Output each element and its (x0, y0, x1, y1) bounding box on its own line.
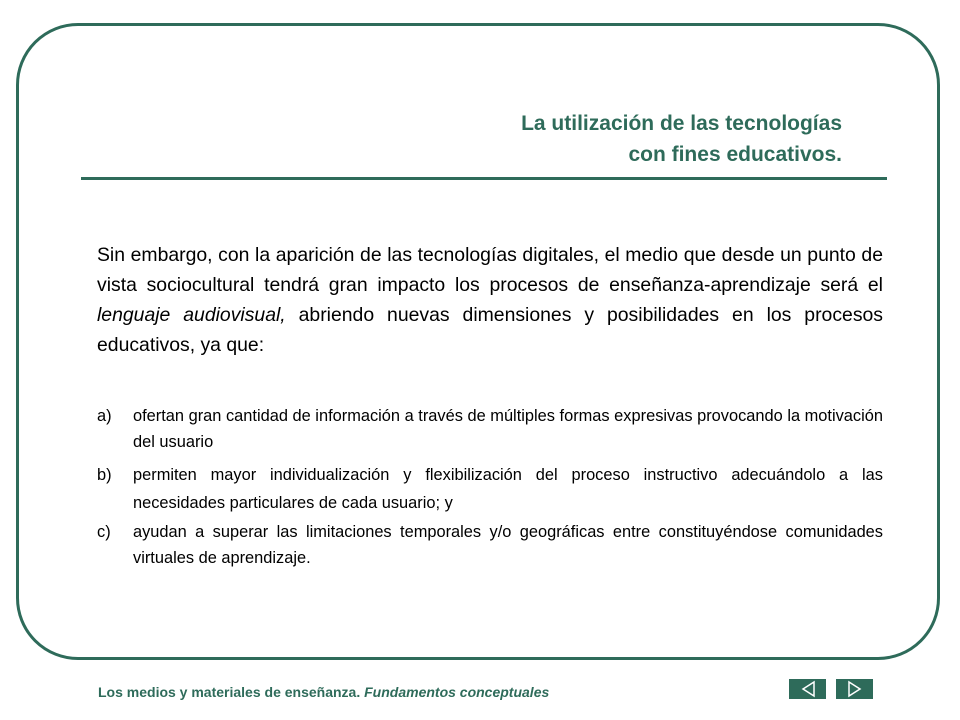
title-line-1: La utilización de las tecnologías (521, 112, 842, 135)
slide-title (521, 108, 842, 170)
list-item-text: ofertan gran cantidad de información a través de múltiples formas expresivas provocando la motivación del usuario (133, 407, 883, 451)
list-item-a (97, 403, 883, 455)
list-item-text: ayudan a superar las limitaciones temporales y/o geográficas entre constituyéndose comunidades virtuales de aprendizaje. (133, 523, 883, 567)
title-divider (81, 177, 887, 180)
footer-title: Los medios y materiales de enseñanza. (98, 684, 361, 700)
intro-text-start: Sin embargo, con la aparición de las tecnologías digitales, el medio que desde un punto de vista sociocultural tendrá gran impacto los procesos de enseñanza-aprendizaje será el (97, 244, 883, 296)
intro-text-end: abriendo nuevas dimensiones y posibilidades en los procesos educativos, ya que: (97, 304, 883, 356)
triangle-right-icon (836, 679, 873, 699)
title-line-2: con fines educativos. (628, 143, 842, 166)
list-marker: c) (97, 523, 111, 541)
previous-slide-button[interactable] (789, 679, 826, 699)
list-marker: b) (97, 466, 112, 484)
list-item-b (97, 461, 883, 517)
intro-emphasis: lenguaje audiovisual, (97, 304, 286, 326)
footer-caption (98, 684, 549, 700)
benefits-list (97, 403, 883, 571)
intro-paragraph (97, 240, 883, 360)
triangle-left-icon (789, 679, 826, 699)
list-item-c (97, 519, 883, 571)
list-item-text: permiten mayor individualización y flexibilización del proceso instructivo adecuándolo a las necesidades particulares de cada usuario; y (133, 466, 883, 512)
next-slide-button[interactable] (836, 679, 873, 699)
list-marker: a) (97, 407, 112, 425)
footer-subtitle: Fundamentos conceptuales (364, 684, 550, 700)
